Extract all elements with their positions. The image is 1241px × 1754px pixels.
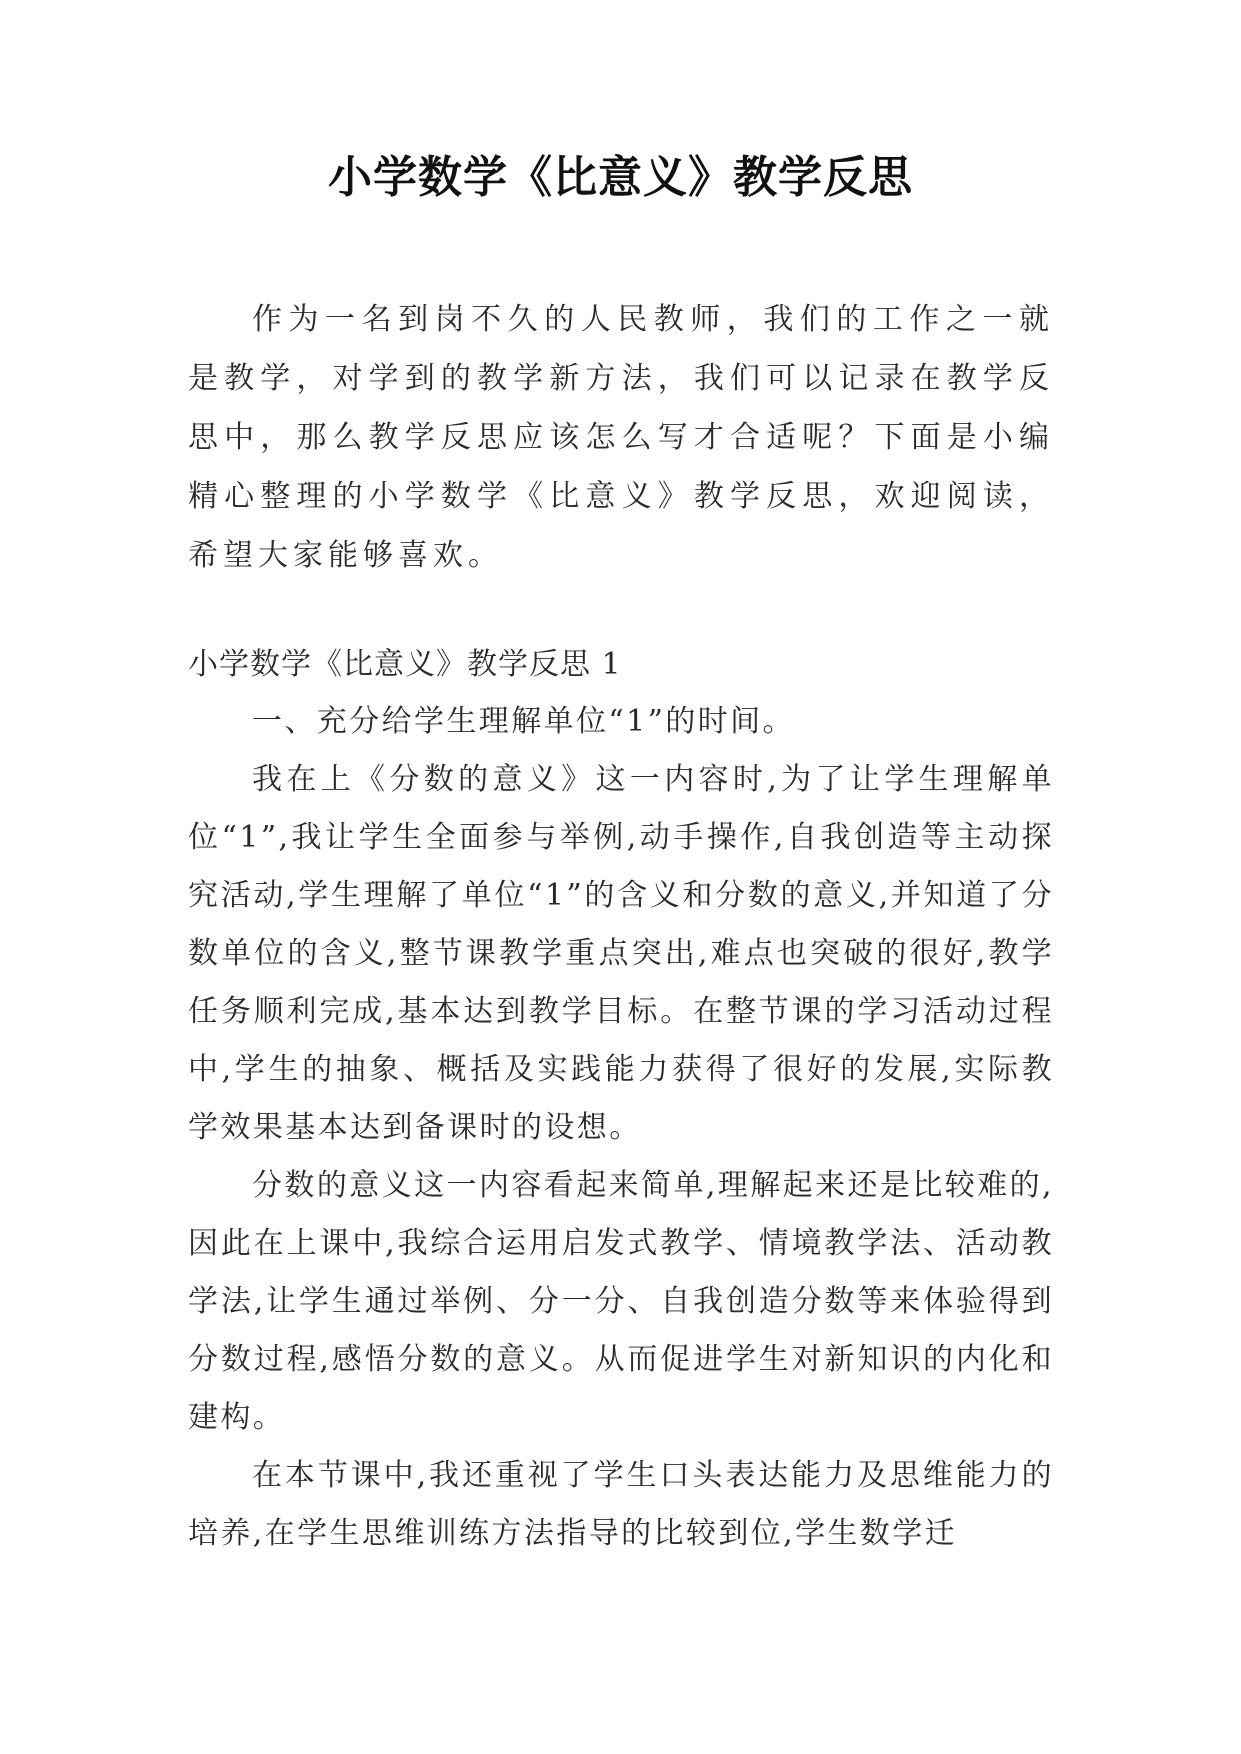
section-content xyxy=(188,693,1054,1563)
paragraph: 一、充分给学生理解单位“1”的时间。 xyxy=(252,704,795,739)
intro-paragraph: 作为一名到岗不久的人民教师，我们的工作之一就是教学，对学到的教学新方法，我们可以记录在教学反思中，那么教学反思应该怎么写才合适呢？下面是小编精心整理的小学数学《比意义》教学反思，欢迎阅读，希望大家能够喜欢。 xyxy=(188,302,1054,573)
paragraph: 分数的意义这一内容看起来简单,理解起来还是比较难的,因此在上课中,我综合运用启发式教学、情境教学法、活动教学法,让学生通过举例、分一分、自我创造分数等来体验得到分数过程,感悟分数的意义。从而促进学生对新知识的内化和建构。 xyxy=(188,1168,1054,1435)
document-title: 小学数学《比意义》教学反思 xyxy=(328,152,913,203)
paragraph: 我在上《分数的意义》这一内容时,为了让学生理解单位“1”,我让学生全面参与举例,动手操作,自我创造等主动探究活动,学生理解了单位“1”的含义和分数的意义,并知道了分数单位的含义,整节课教学重点突出,难点也突破的很好,教学任务顺利完成,基本达到教学目标。在整节课的学习活动过程中,学生的抽象、概括及实践能力获得了很好的发展,实际教学效果基本达到备课时的设想。 xyxy=(188,762,1054,1145)
section-heading: 小学数学《比意义》教学反思 1 xyxy=(188,647,622,682)
paragraph: 在本节课中,我还重视了学生口头表达能力及思维能力的培养,在学生思维训练方法指导的比较到位,学生数学迁 xyxy=(188,1458,1054,1551)
